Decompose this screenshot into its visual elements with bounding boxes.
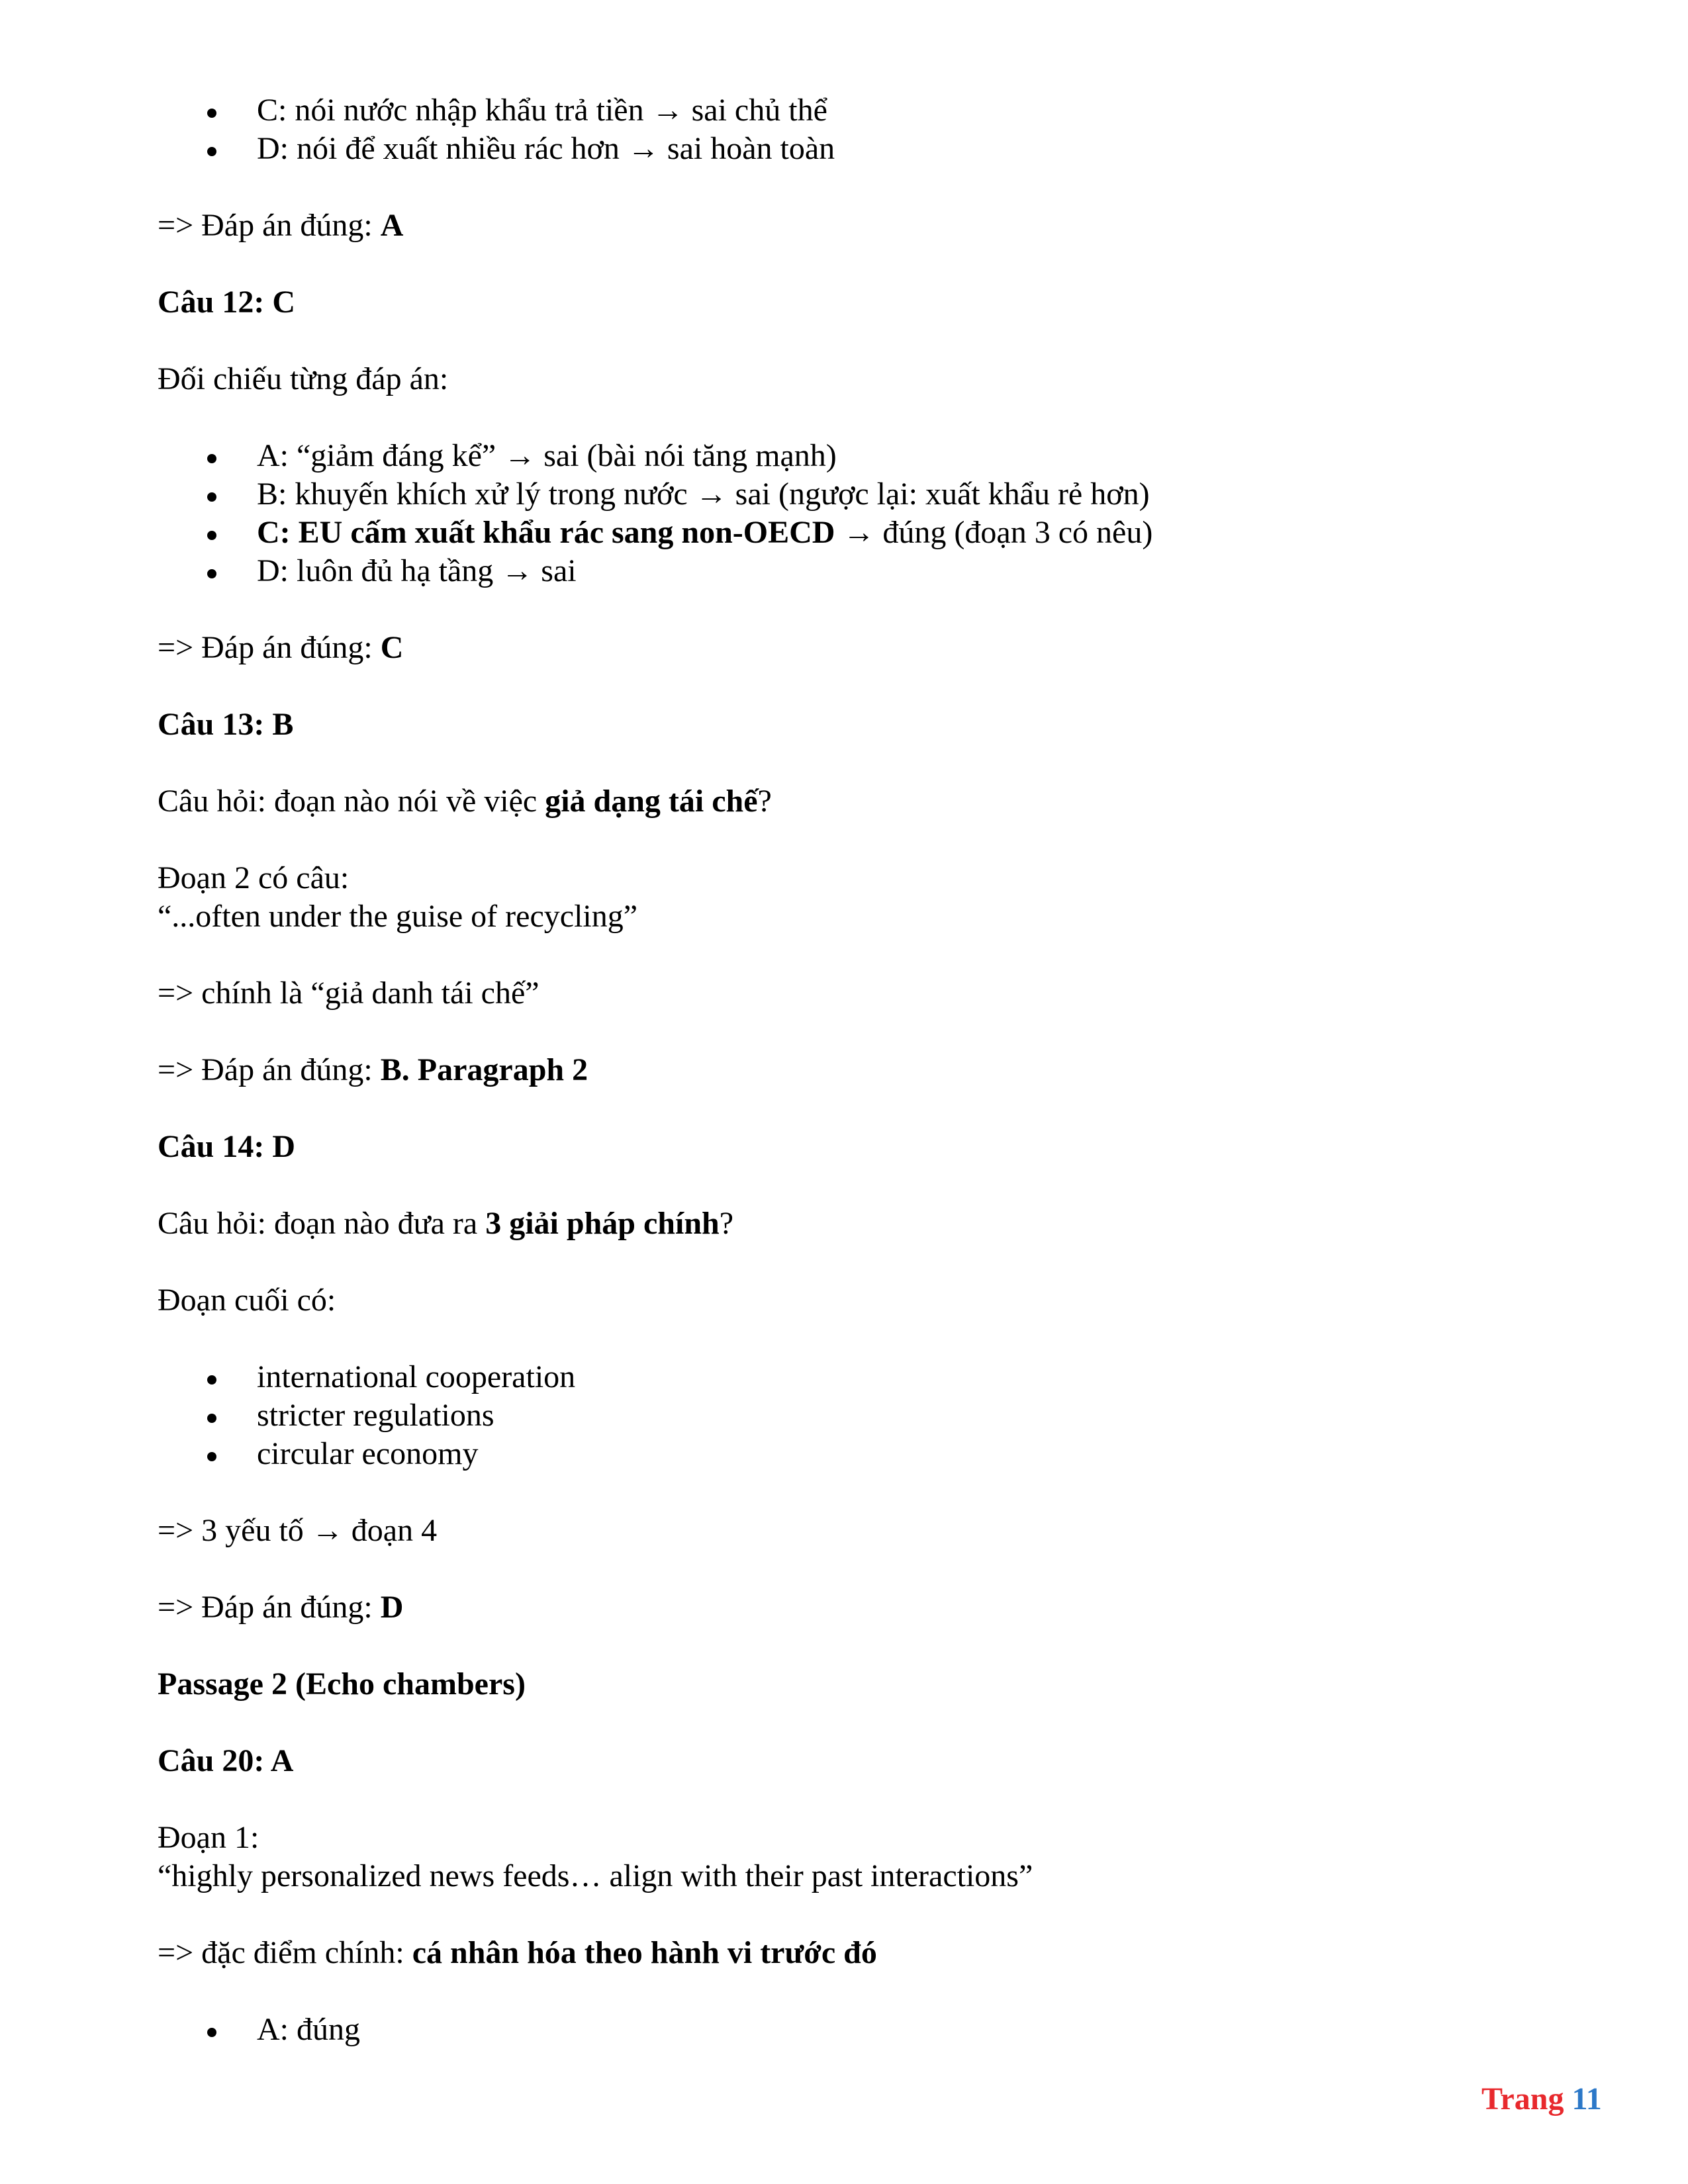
text-line: “highly personalized news feeds… align with their past interactions” xyxy=(158,1858,1033,1893)
text-run: => chính là “giả danh tái chế” xyxy=(158,976,539,1011)
paragraph xyxy=(158,974,1534,1013)
text-run: Đối chiếu từng đáp án: xyxy=(158,361,449,396)
bullet-list xyxy=(158,91,1534,168)
paragraph xyxy=(158,283,1534,322)
list-item xyxy=(158,2011,1534,2049)
bold-text: 3 giải pháp chính xyxy=(485,1206,720,1241)
quote-block xyxy=(158,1819,1534,1895)
text-run: ? xyxy=(757,784,772,819)
list-item xyxy=(158,1358,1534,1396)
bullet-list xyxy=(158,1358,1534,1473)
bullet-list xyxy=(158,437,1534,590)
bullet-list xyxy=(158,2011,1534,2049)
bold-text: Câu 14: D xyxy=(158,1129,296,1164)
list-item-text: stricter regulations xyxy=(257,1398,494,1433)
footer-label: Trang xyxy=(1481,2081,1564,2116)
list-item-text: A: “giảm đáng kể” → sai (bài nói tăng mạnh) xyxy=(257,438,837,473)
text-run: Câu hỏi: đoạn nào đưa ra xyxy=(158,1206,486,1241)
text-run: => Đáp án đúng: xyxy=(158,1052,381,1087)
paragraph xyxy=(158,1512,1534,1550)
paragraph xyxy=(158,1051,1534,1089)
list-item-text: B: khuyến khích xử lý trong nước → sai (ngược lại: xuất khẩu rẻ hơn) xyxy=(257,477,1150,512)
list-item xyxy=(158,437,1534,475)
list-item-text: circular economy xyxy=(257,1436,479,1471)
list-item-text: D: luôn đủ hạ tầng → sai xyxy=(257,553,577,588)
paragraph xyxy=(158,1588,1534,1627)
list-item xyxy=(158,130,1534,168)
paragraph xyxy=(158,782,1534,821)
paragraph xyxy=(158,360,1534,398)
bold-text: A xyxy=(380,208,404,243)
text-line: Đoạn 2 có câu: xyxy=(158,860,350,895)
footer-page-number: 11 xyxy=(1571,2081,1602,2116)
list-item-text: C: nói nước nhập khẩu trả tiền → sai chủ thể xyxy=(257,93,827,128)
paragraph xyxy=(158,1742,1534,1780)
page-footer xyxy=(1481,2080,1602,2118)
bold-text: cá nhân hóa theo hành vi trước đó xyxy=(412,1935,877,1970)
text-run: Đoạn cuối có: xyxy=(158,1283,336,1318)
text-run: ? xyxy=(719,1206,734,1241)
list-item-text: A: đúng xyxy=(257,2012,360,2047)
paragraph xyxy=(158,705,1534,744)
list-item-text: international cooperation xyxy=(257,1359,576,1394)
paragraph xyxy=(158,1281,1534,1320)
paragraph xyxy=(158,206,1534,245)
bold-text: C xyxy=(380,630,404,665)
paragraph xyxy=(158,1128,1534,1166)
list-item xyxy=(158,514,1534,552)
bold-text: D xyxy=(380,1590,404,1625)
bold-text: Câu 20: A xyxy=(158,1743,294,1778)
text-run: Câu hỏi: đoạn nào nói về việc xyxy=(158,784,545,819)
paragraph xyxy=(158,629,1534,667)
list-item xyxy=(158,1435,1534,1473)
text-line: Đoạn 1: xyxy=(158,1820,259,1855)
paragraph xyxy=(158,1665,1534,1704)
list-item-text: → đúng (đoạn 3 có nêu) xyxy=(835,515,1153,550)
bold-text: Passage 2 (Echo chambers) xyxy=(158,1666,526,1702)
quote-block xyxy=(158,859,1534,936)
text-run: => 3 yếu tố → đoạn 4 xyxy=(158,1513,438,1548)
list-item-bold: C: EU cấm xuất khẩu rác sang non-OECD xyxy=(257,515,835,550)
list-item xyxy=(158,552,1534,590)
bold-text: Câu 12: C xyxy=(158,285,296,320)
list-item xyxy=(158,1396,1534,1435)
text-line: “...often under the guise of recycling” xyxy=(158,899,638,934)
document-body xyxy=(158,91,1534,2049)
text-run: => Đáp án đúng: xyxy=(158,208,381,243)
text-run: => Đáp án đúng: xyxy=(158,1590,381,1625)
list-item-text: D: nói để xuất nhiều rác hơn → sai hoàn toàn xyxy=(257,131,835,166)
bold-text: giả dạng tái chế xyxy=(545,784,758,819)
text-run: => Đáp án đúng: xyxy=(158,630,381,665)
text-run: => đặc điểm chính: xyxy=(158,1935,412,1970)
paragraph xyxy=(158,1934,1534,1972)
list-item xyxy=(158,475,1534,514)
bold-text: B. Paragraph 2 xyxy=(380,1052,588,1087)
list-item xyxy=(158,91,1534,130)
paragraph xyxy=(158,1205,1534,1243)
bold-text: Câu 13: B xyxy=(158,707,294,742)
